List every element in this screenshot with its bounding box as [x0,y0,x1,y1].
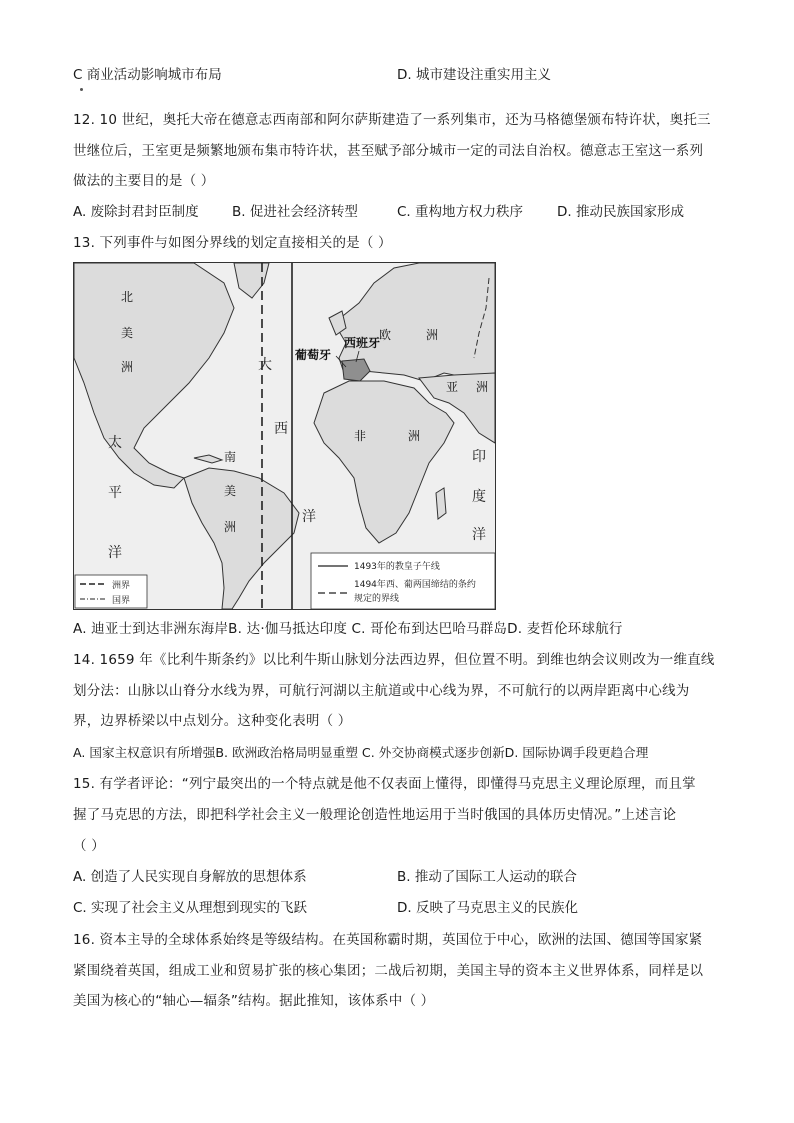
legend-1494-label-line-2: 规定的界线 [354,594,400,604]
map-label-sa-2: 美 [224,484,237,498]
map-label-pacific-3: 洋 [108,545,122,561]
map-label-atlantic-1: 大 [258,357,272,373]
map-graphic [74,263,495,609]
q15-stem-line-1: 15. 有学者评论：“列宁最突出的一个特点就是他不仅表面上懂得，即懂得马克思主义理论原理，而且掌 [73,776,696,792]
map-label-asia-1: 亚 [446,380,459,394]
q16-stem-line-1: 16. 资本主导的全球体系始终是等级结构。在英国称霸时期，英国位于中心，欧洲的法国、德国等国家紧 [73,932,703,948]
q14-stem-line-3: 界，边界桥梁以中点划分。这种变化表明（ ） [73,713,352,729]
q12-option-a: A. 废除封君封臣制度 [73,204,199,220]
q14-options: A. 国家主权意识有所增强B. 欧洲政治格局明显重塑 C. 外交协商模式逐步创新D. 国际协调手段更趋合理 [73,745,649,760]
q12-option-c: C. 重构地方权力秩序 [397,204,524,220]
q11-option-d: D. 城市建设注重实用主义 [397,67,551,83]
map-label-atlantic-3: 洋 [302,509,316,525]
map-label-africa-2: 洲 [408,429,421,443]
legend-1493-label: 1493年的教皇子午线 [354,562,440,572]
map-label-na-3: 洲 [121,360,134,374]
q13-stem: 13. 下列事件与如图分界线的划定直接相关的是（ ） [73,235,392,251]
q14-stem-line-2: 划分法：山脉以山脊分水线为界，可航行河湖以主航道或中心线为界，不可航行的以两岸距离中心线为 [73,683,690,699]
map-label-europe-2: 洲 [426,328,439,342]
q12-option-b: B. 促进社会经济转型 [232,204,358,220]
legend-continent-boundary-label: 洲界 [112,581,131,591]
map-label-sa-3: 洲 [224,520,237,534]
q14-stem-line-1: 14. 1659 年《比利牛斯条约》以比利牛斯山脉划分法西边界，但位置不明。到维也纳会议则改为一维直线 [73,652,715,668]
map-label-sa-1: 南 [224,450,237,464]
map-label-europe-1: 欧 [379,328,392,342]
legend-left-box [75,575,147,608]
q13-options: A. 迪亚士到达非洲东海岸B. 达·伽马抵达印度 C. 哥伦布到达巴哈马群岛D. 麦哲伦环球航行 [73,621,623,637]
q15-stem-line-3: （ ） [73,838,105,854]
map-label-indian-3: 洋 [472,527,486,543]
q15-option-d: D. 反映了马克思主义的民族化 [397,900,578,916]
map-label-pacific-1: 太 [108,435,122,451]
q12-stem-line-2: 世继位后，王室更是频繁地颁布集市特许状，甚至赋予部分城市一定的司法自治权。德意志王室这一系列 [73,143,704,159]
q16-stem-line-3: 美国为核心的“轴心—辐条”结构。据此推知，该体系中（ ） [73,993,435,1009]
legend-national-boundary-label: 国界 [112,596,131,606]
q12-option-d: D. 推动民族国家形成 [557,204,684,220]
q15-stem-line-2: 握了马克思的方法，即把科学社会主义一般理论创造性地运用于当时俄国的具体历史情况。”上述言论 [73,807,677,823]
map-label-asia-2: 洲 [476,380,489,394]
stray-dot-mark [80,88,83,91]
legend-1494-label-line-1: 1494年西、葡两国缔结的条约 [354,580,476,590]
demarcation-line-map [73,262,496,610]
q12-stem-line-1: 12. 10 世纪，奥托大帝在德意志西南部和阿尔萨斯建造了一系列集市，还为马格德堡颁布特许状，奥托三 [73,112,711,128]
map-label-portugal: 葡萄牙 [295,348,332,362]
map-label-na-1: 北 [121,290,134,304]
map-label-na-2: 美 [121,326,134,340]
q15-option-b: B. 推动了国际工人运动的联合 [397,869,577,885]
map-label-africa-1: 非 [354,429,367,443]
map-label-indian-1: 印 [472,449,486,465]
map-label-indian-2: 度 [472,489,486,505]
map-label-spain: 西班牙 [344,336,381,350]
q11-option-c: C 商业活动影响城市布局 [73,67,222,83]
map-label-atlantic-2: 西 [274,421,288,437]
q16-stem-line-2: 紧围绕着英国，组成工业和贸易扩张的核心集团；二战后初期，美国主导的资本主义世界体系，同样是以 [73,963,704,979]
map-label-pacific-2: 平 [108,485,122,501]
madagascar [436,488,446,519]
q12-stem-line-3: 做法的主要目的是（ ） [73,173,215,189]
q15-option-a: A. 创造了人民实现自身解放的思想体系 [73,869,307,885]
q15-option-c: C. 实现了社会主义从理想到现实的飞跃 [73,900,308,916]
